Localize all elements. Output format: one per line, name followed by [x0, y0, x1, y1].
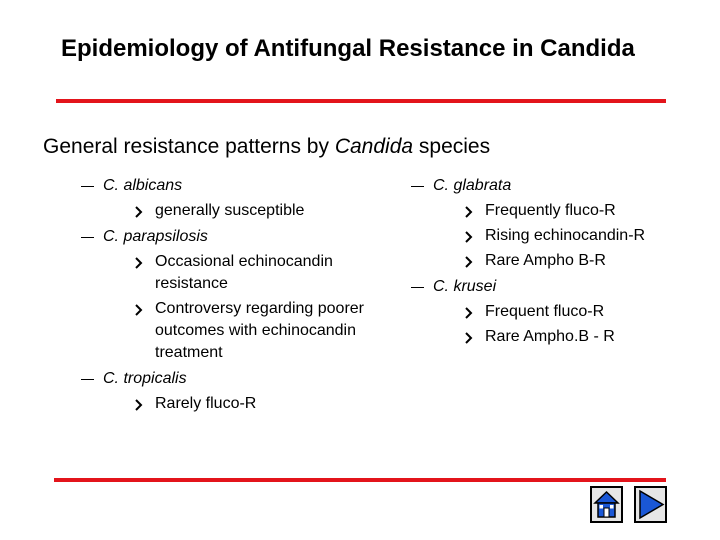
point-text: Rare Ampho.B - R: [485, 328, 615, 345]
chevron-bullet-icon: [465, 332, 473, 344]
left-column: [81, 174, 381, 415]
chevron-bullet-icon: [465, 307, 473, 319]
resistance-point: [433, 200, 691, 222]
dash-bullet-icon: [411, 287, 424, 288]
point-text: Frequent fluco-R: [485, 303, 605, 320]
point-text: Rising echinocandin-R: [485, 227, 646, 244]
point-text: Occasional echinocandin resistance: [155, 253, 333, 292]
dash-bullet-icon: [411, 186, 424, 187]
point-text: Controversy regarding poorer outcomes with echinocandin treatment: [155, 300, 364, 361]
species-item: [411, 275, 691, 348]
chevron-bullet-icon: [135, 399, 143, 411]
species-name: C. parapsilosis: [103, 228, 208, 245]
resistance-point: [433, 225, 691, 247]
resistance-point: [103, 251, 381, 295]
footer-divider: [54, 478, 666, 482]
point-text: Frequently fluco-R: [485, 202, 616, 219]
resistance-point: [103, 393, 381, 415]
chevron-bullet-icon: [465, 206, 473, 218]
resistance-point: [103, 298, 381, 364]
species-name: C. tropicalis: [103, 370, 187, 387]
slide-subtitle: [43, 133, 490, 161]
next-slide-button[interactable]: [634, 486, 667, 523]
dash-bullet-icon: [81, 186, 94, 187]
chevron-bullet-icon: [135, 304, 143, 316]
species-item: [81, 367, 381, 415]
subtitle-suffix: species: [413, 135, 491, 158]
resistance-point: [103, 200, 381, 222]
chevron-bullet-icon: [135, 206, 143, 218]
resistance-point: [433, 301, 691, 323]
dash-bullet-icon: [81, 379, 94, 380]
species-item: [411, 174, 691, 272]
title-divider: [56, 99, 666, 103]
subtitle-genus: Candida: [334, 135, 414, 158]
species-name: C. albicans: [103, 177, 183, 194]
dash-bullet-icon: [81, 237, 94, 238]
resistance-point: [433, 250, 691, 272]
home-button[interactable]: [590, 486, 623, 523]
point-text: Rare Ampho B-R: [485, 252, 606, 269]
species-item: [81, 174, 381, 222]
species-name: C. krusei: [433, 278, 497, 295]
chevron-bullet-icon: [135, 257, 143, 269]
point-text: generally susceptible: [155, 202, 305, 219]
point-text: Rarely fluco-R: [155, 395, 257, 412]
species-name: C. glabrata: [433, 177, 512, 194]
resistance-point: [433, 326, 691, 348]
slide-title: Epidemiology of Antifungal Resistance in Candida: [61, 35, 635, 62]
subtitle-text: General resistance patterns by: [43, 135, 335, 158]
chevron-bullet-icon: [465, 256, 473, 268]
chevron-bullet-icon: [465, 231, 473, 243]
species-item: [81, 225, 381, 364]
right-column: [411, 174, 691, 348]
